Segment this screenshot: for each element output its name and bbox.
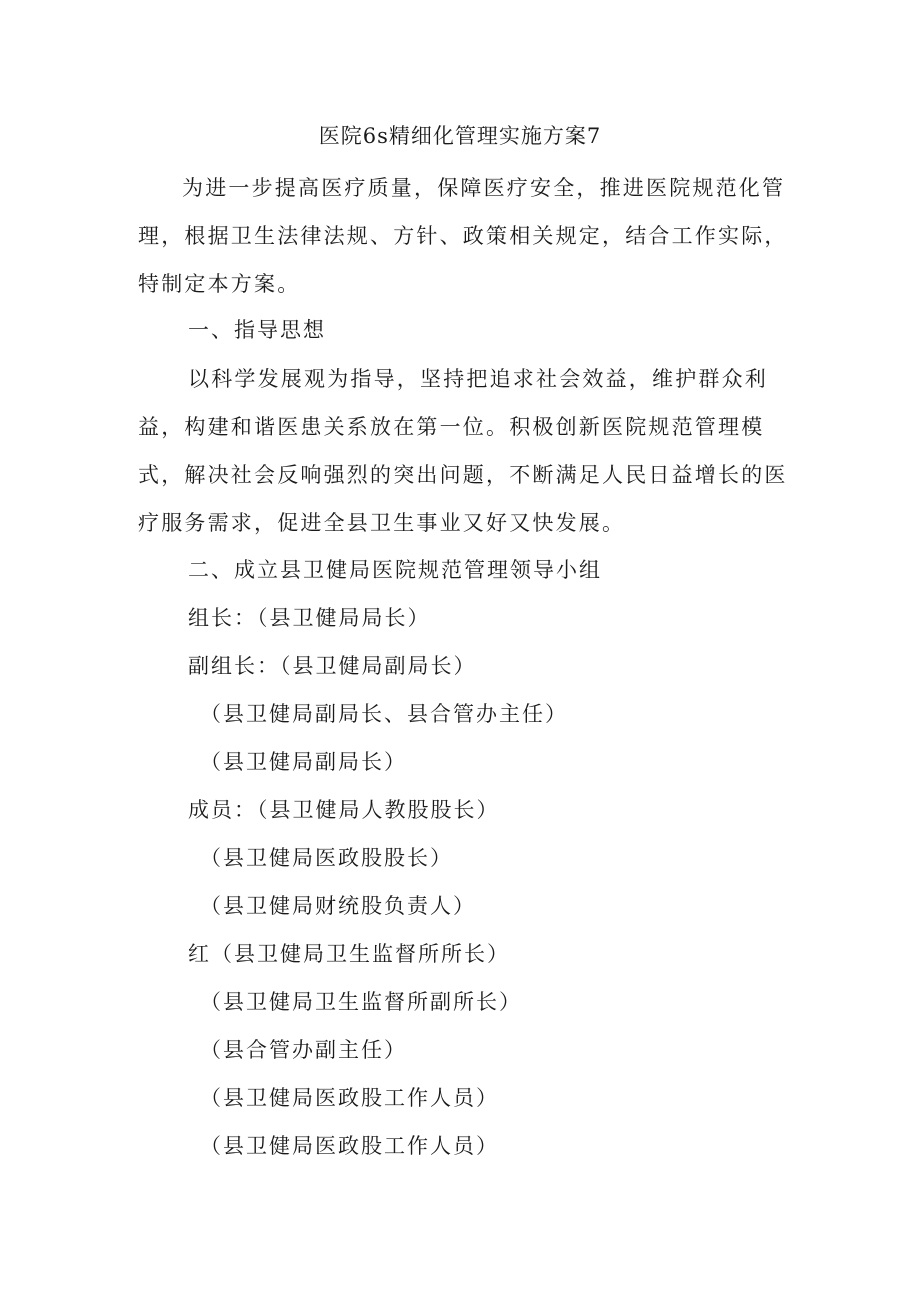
section1-heading: 一、指导思想 [188, 318, 326, 342]
member-line: （县卫健局医政股工作人员） [200, 1134, 499, 1158]
section2-heading: 二、成立县卫健局医院规范管理领导小组 [188, 558, 602, 582]
member-line: （县卫健局医政股工作人员） [200, 1086, 499, 1110]
member-line: 红（县卫健局卫生监督所所长） [188, 942, 510, 966]
member-line: （县卫健局副局长、县合管办主任） [200, 702, 568, 726]
member-line: 组长：（县卫健局局长） [188, 606, 431, 630]
member-line: （县卫健局财统股负责人） [200, 894, 476, 918]
intro-paragraph: 为进一步提高医疗质量，保障医疗安全，推进医院规范化管理，根据卫生法律法规、方针、政策相关规定，结合工作实际，特制定本方案。 [138, 176, 788, 296]
member-line: （县卫健局医政股股长） [200, 846, 453, 870]
document-title: 医院6s精细化管理实施方案7 [318, 124, 602, 148]
member-line: 成员：（县卫健局人教股股长） [188, 798, 500, 822]
member-line: （县合管办副主任） [200, 1038, 407, 1062]
section1-body: 以科学发展观为指导，坚持把追求社会效益，维护群众利益，构建和谐医患关系放在第一位。积极创新医院规范管理模式，解决社会反响强烈的突出问题，不断满足人民日益增长的医疗服务需求，促进全县卫生事业又好又快发展。 [138, 367, 788, 535]
member-line: （县卫健局副局长） [200, 750, 407, 774]
member-line: 副组长：（县卫健局副局长） [188, 654, 477, 678]
member-line: （县卫健局卫生监督所副所长） [200, 990, 522, 1014]
